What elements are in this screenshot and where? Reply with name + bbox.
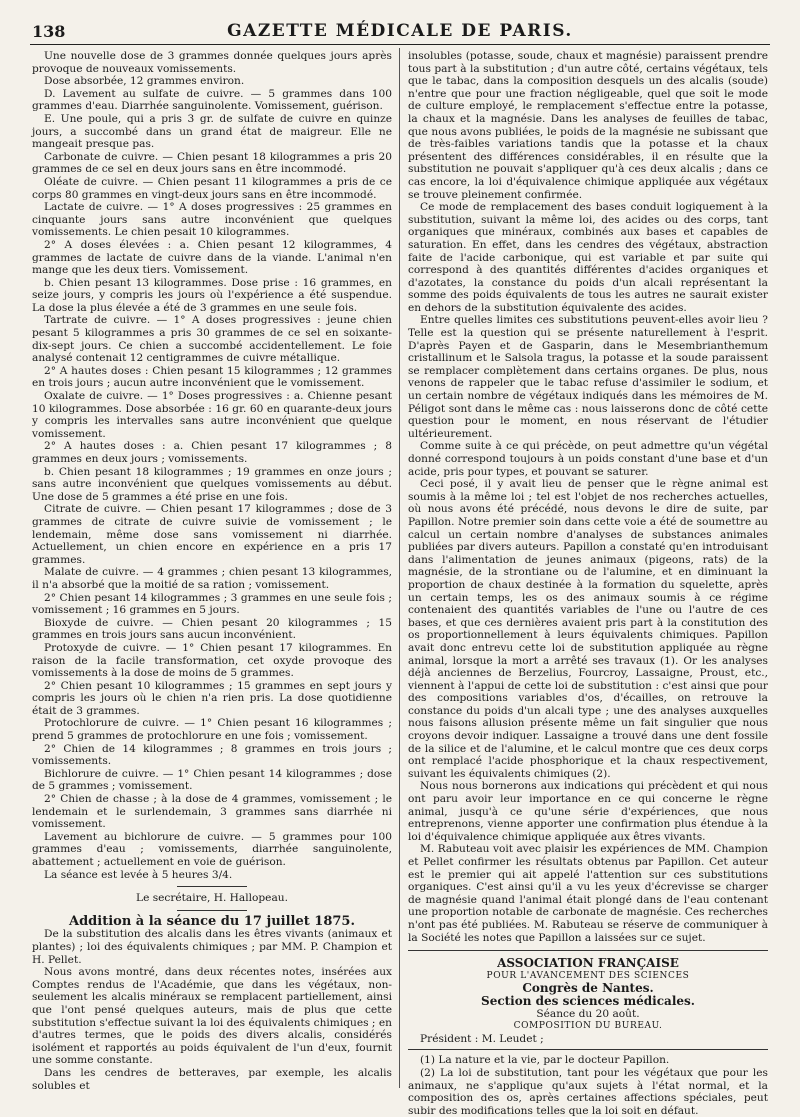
paragraph: Tartrate de cuivre. — 1° A doses progressives : jeune chien pesant 5 kilogrammes a pris 30 grammes de ce sel en soixante-dix-sept jours. Ce chien a succombé accidentellement. Le foie analysé contenait 12 centigrammes de cuivre métallique. <box>32 314 392 365</box>
footnote: (1) La nature et la vie, par le docteur Papillon. <box>420 1054 670 1067</box>
paragraph: b. Chien pesant 13 kilogrammes. Dose prise : 16 grammes, en seize jours, y compris les jours où l'expérience a été suspendue. La dose la plus élevée a été de 3 grammes en une seule fois. <box>32 276 392 314</box>
bureau-heading: COMPOSITION DU BUREAU. <box>513 1021 663 1032</box>
paragraph: insolubles (potasse, soude, chaux et magnésie) paraissent prendre tous part à la substitution ; d'un autre côté, certains végétaux, tels que le tabac, dans la composition desquels un des alcalis (soude) n'entre que pour une fraction négligeable, quel que soit le mode de culture employé, le remplacement s'effectue entre la potasse, la chaux et la magnésie. Dans les analyses de feuilles de tabac, que nous avons publiées, le poids de la magnésie ne subissant que de très-faibles variations tandis que la potasse et la chaux présentent des différences considérables, il en résulte que la substitution ne pouvait s'appliquer qu'à ces deux alcalis ; dans ce cas encore, la loi d'équivalence chimique appliquée aux végétaux se trouve pleinement confirmée. <box>408 50 768 201</box>
paragraph: 2° Chien de 14 kilogrammes ; 8 grammes en trois jours ; vomissements. <box>32 742 392 768</box>
footnote-rule <box>408 1049 768 1050</box>
paragraph: Comme suite à ce qui précède, on peut admettre qu'un végétal donné correspond toujours à un poids constant d'une base et d'un acide, pris pour types, et pouvant se saturer. <box>408 440 768 478</box>
session-date: Séance du 20 août. <box>536 1007 640 1020</box>
paragraph: Protoxyde de cuivre. — 1° Chien pesant 17 kilogrammes. En raison de la facile transformation, cet oxyde provoque des vomissements à la dose de moins de 5 grammes. <box>32 641 392 680</box>
paragraph: Bioxyde de cuivre. — Chien pesant 20 kilogrammes ; 15 grammes en trois jours sans aucun inconvénient. <box>32 616 392 642</box>
paragraph: M. Rabuteau voit avec plaisir les expériences de MM. Champion et Pellet confirmer les résultats obtenus par Papillon. Cet auteur est le premier qui ait appelé l'attention sur ces substitutions organiques. C'est ainsi qu'il a vu les yeux d'écrevisse se charger de magnésie quand l'animal était plongé dans de l'eau contenant une proportion notable de carbonate de magnésie. Ces recherches n'ont pas été publiées. M. Rabuteau se réserve de communiquer à la Société les notes que Papillon a laissées sur ce sujet. <box>408 843 768 944</box>
paragraph: 2° A doses élevées : a. Chien pesant 12 kilogrammes, 4 grammes de lactate de cuivre dans de la viande. L'animal n'en mange que les deux tiers. Vomissement. <box>32 238 392 277</box>
separator-rule <box>177 886 247 887</box>
addition-heading: De la substitution des alcalis dans les êtres vivants (animaux et plantes) ; loi des équivalents chimiques ; par MM. P. Champion et H. Pellet. <box>32 928 392 966</box>
paragraph: Dose absorbée, 12 grammes environ. <box>44 75 245 88</box>
paragraph: Lactate de cuivre. — 1° A doses progressives : 25 grammes en cinquante jours sans autre inconvénient que quelques vomissements. Le chien pesait 10 kilogrammes. <box>32 201 392 239</box>
running-title: GAZETTE MÉDICALE DE PARIS. <box>227 21 573 41</box>
congress-title: Congrès de Nantes. <box>522 981 654 996</box>
paragraph: Citrate de cuivre. — Chien pesant 17 kilogrammes ; dose de 3 grammes de citrate de cuivre suivie de vomissement ; le lendemain, même dose sans vomissement ni diarrhée. Actuellement, un chien encore en expérience en a pris 17 grammes. <box>32 503 392 566</box>
paragraph: Nous nous bornerons aux indications qui précèdent et qui nous ont paru avoir leur importance en ce qui concerne le règne animal, jusqu'à ce qu'une série d'expériences, que nous entreprenons, vienne apporter une confirmation plus étendue à la loi d'équivalence chimique appliquée aux êtres vivants. <box>408 780 768 843</box>
paragraph: Protochlorure de cuivre. — 1° Chien pesant 16 kilogrammes ; prend 5 grammes de protochlorure en une fois ; vomissement. <box>32 717 392 743</box>
association-subtitle: POUR L'AVANCEMENT DES SCIENCES <box>486 970 690 981</box>
paragraph: Ce mode de remplacement des bases conduit logiquement à la substitution, suivant la même loi, des acides ou des corps, tant organiques que minéraux, combinés aux bases et capables de saturation. En effet, dans les cendres des végétaux, abstraction faite de l'acide carbonique, qui est variable et par suite qui correspond à des quantités différentes d'acides organiques et d'azotates, la constance du poids d'un alcali représentant la somme des poids équivalents de tous les autres ne saurait exister en dehors de la substitution équivalente des acides. <box>408 201 768 314</box>
footnote: (2) La loi de substitution, tant pour les végétaux que pour les animaux, ne s'applique qu'aux sujets à l'état normal, et la composition des os, après certaines affections spéciales, peut subir des modifications telles que la loi soit en défaut. <box>408 1066 768 1117</box>
paragraph: Une nouvelle dose de 3 grammes donnée quelques jours après provoque de nouveaux vomissements. <box>32 50 392 75</box>
page-number: 138 <box>32 22 66 41</box>
paragraph: b. Chien pesant 18 kilogrammes ; 19 grammes en onze jours ; sans autre inconvénient que quelques vomissements au début. Une dose de 5 grammes a été prise en une fois. <box>32 465 392 503</box>
paragraph: Lavement au bichlorure de cuivre. — 5 grammes pour 100 grammes d'eau ; vomissements, diarrhée sanguinolente, abattement ; actuellement en voie de guérison. <box>32 830 392 868</box>
addition-title: Addition à la séance du 17 juillet 1875. <box>69 913 355 929</box>
column-divider <box>399 48 400 1088</box>
paragraph: Oléate de cuivre. — Chien pesant 11 kilogrammes a pris de ce corps 80 grammes en vingt-deux jours sans en être incommodé. <box>32 175 392 201</box>
paragraph: E. Une poule, qui a pris 3 gr. de sulfate de cuivre en quinze jours, a succombé dans un grand état de maigreur. Elle ne mangeait presque pas. <box>32 112 392 151</box>
left-column <box>32 50 392 1092</box>
paragraph: D. Lavement au sulfate de cuivre. — 5 grammes dans 100 grammes d'eau. Diarrhée sanguinolente. Vomissement, guérison. <box>32 87 392 113</box>
president-line: Président : M. Leudet ; <box>420 1032 544 1045</box>
paragraph: Oxalate de cuivre. — 1° Doses progressives : a. Chienne pesant 10 kilogrammes. Dose absorbée : 16 gr. 60 en quarante-deux jours y compris les intervalles sans autre inconvénient que quelque vomissement. <box>32 390 392 440</box>
secretary-signature: Le secrétaire, H. Hallopeau. <box>136 892 288 905</box>
section-title: Section des sciences médicales. <box>481 993 695 1008</box>
paragraph: 2° Chien pesant 14 kilogrammes ; 3 grammes en une seule fois ; vomissement ; 16 grammes en 5 jours. <box>32 591 392 617</box>
paragraph: Dans les cendres de betteraves, par exemple, les alcalis solubles et <box>32 1066 392 1092</box>
paragraph: 2° Chien de chasse ; à la dose de 4 grammes, vomissement ; le lendemain et le surlendemain, 3 grammes sans diarrhée ni vomissement. <box>32 793 392 831</box>
paragraph: Ceci posé, il y avait lieu de penser que le règne animal est soumis à la même loi ; tel est l'objet de nos recherches actuelles, où nous avons été précédé, nous devons le dire de suite, par Papillon. Notre premier soin dans cette voie a été de soumettre au calcul un certain nombre d'analyses de substances animales publiées par divers auteurs. Papillon a constaté qu'en introduisant dans l'alimentation de jeunes animaux (pigeons, rats) de la magnésie, de la strontiane ou de l'alumine, et en diminuant la proportion de chaux destinée à la formation du squelette, après un certain temps, les os des animaux soumis à ce régime contenaient des quantités variables de l'une ou l'autre de ces bases, et que ces dernières avaient pris part à la constitution des os proportionnellement à leurs équivalents chimiques. Papillon avait donc entrevu cette loi de substitution appliquée au règne animal, lorsque la mort a arrêté ses travaux (1). Or les analyses déjà anciennes de Berzelius, Fourcroy, Lassaigne, Proust, etc., viennent à l'appui de cette loi de substitution : c'est ainsi que pour des compositions variables d'os, d'écailles, on retrouve la constance du poids d'un alcali type ; une des analyses auxquelles nous faisons allusion présente même un fait singulier que nous croyons devoir indiquer. Lassaigne a trouvé dans une dent fossile de la silice et de l'alumine, et le calcul montre que ces deux corps ont remplacé l'acide phosphorique et la chaux respectivement, suivant les équivalents chimiques (2). <box>408 478 768 780</box>
right-column <box>408 50 768 1117</box>
section-rule <box>408 950 768 951</box>
paragraph: Nous avons montré, dans deux récentes notes, insérées aux Comptes rendus de l'Académie, que dans les végétaux, non-seulement les alcalis minéraux se remplacent partiellement, ainsi que l'ont pensé quelques auteurs, mais de plus que cette substitution s'effectue suivant la loi des équivalents chimiques ; en d'autres termes, que le poids des divers alcalis, considérés isolément et rapportés au poids équivalent de l'un d'eux, fournit une somme constante. <box>32 966 392 1067</box>
page-header <box>30 20 770 44</box>
paragraph: Bichlorure de cuivre. — 1° Chien pesant 14 kilogrammes ; dose de 5 grammes ; vomissement. <box>32 767 392 793</box>
session-closed: La séance est levée à 5 heures 3/4. <box>44 868 233 881</box>
paragraph: Entre quelles limites ces substitutions peuvent-elles avoir lieu ? Telle est la question qui se présente naturellement à l'esprit. D'après Payen et de Gasparin, dans le Mesembrianthemum cristallinum et le Salsola tragus, la potasse et la soude paraissent se remplacer complètement dans certains organes. De plus, nous venons de rappeler que le tabac refuse d'assimiler le sodium, et un certain nombre de végétaux indiqués dans les mémoires de M. Péligot sont dans le même cas : nous laisserons donc de côté cette question pour le moment, en nous réservant de l'étudier ultérieurement. <box>408 314 768 440</box>
paragraph: Carbonate de cuivre. — Chien pesant 18 kilogrammes a pris 20 grammes de ce sel en deux jours sans en être incommodé. <box>32 150 392 176</box>
association-title: ASSOCIATION FRANÇAISE <box>497 956 679 971</box>
header-rule <box>30 44 770 45</box>
paragraph: Malate de cuivre. — 4 grammes ; chien pesant 13 kilogrammes, il n'a absorbé que la moitié de sa ration ; vomissement. <box>32 566 392 591</box>
separator-rule <box>177 910 247 911</box>
paragraph: 2° Chien pesant 10 kilogrammes ; 15 grammes en sept jours y compris les jours où le chien n'a rien pris. La dose quotidienne était de 3 grammes. <box>32 679 392 717</box>
paragraph: 2° A hautes doses : Chien pesant 15 kilogrammes ; 12 grammes en trois jours ; aucun autre inconvénient que le vomissement. <box>32 364 392 390</box>
paragraph: 2° A hautes doses : a. Chien pesant 17 kilogrammes ; 8 grammes en deux jours ; vomissements. <box>32 440 392 465</box>
